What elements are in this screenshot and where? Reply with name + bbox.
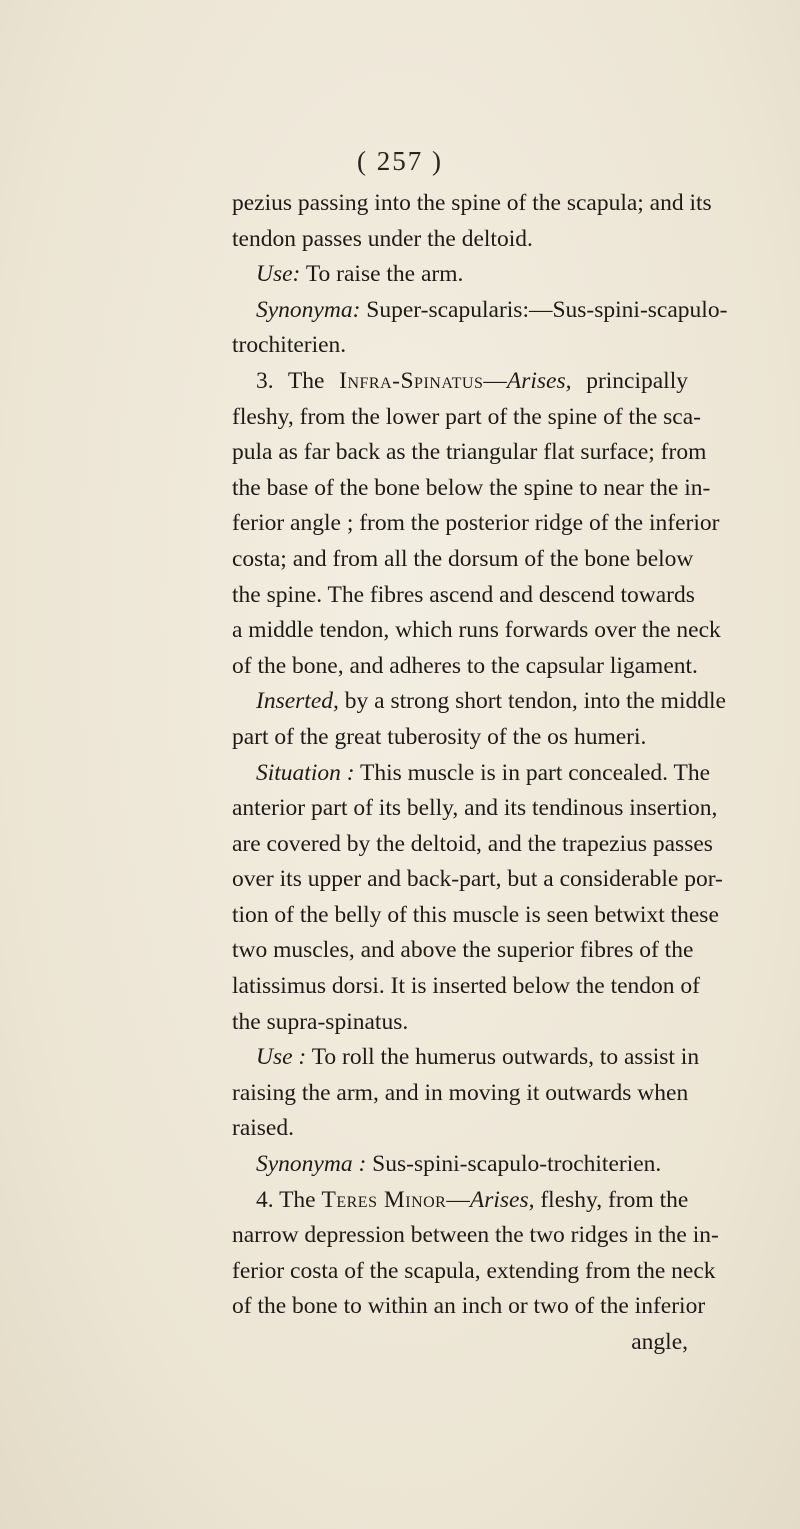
- text-line: [232, 435, 707, 471]
- text-segment: Arises,: [469, 1186, 535, 1213]
- text-segment: latissimus dorsi. It is inserted below the tendon of: [232, 973, 700, 1000]
- text-line: [232, 1040, 700, 1076]
- text-segment: trochiterien.: [232, 332, 347, 359]
- text-segment: over its upper and back-part, but a considerable por-: [232, 866, 723, 893]
- text-segment: angle,: [631, 1329, 688, 1355]
- text-segment: Use:: [256, 261, 301, 288]
- text-segment: Super-scapularis:—Sus-spini-scapulo-: [360, 296, 728, 323]
- text-segment: are covered by the deltoid, and the trapezius passes: [232, 830, 713, 857]
- text-segment: a middle tendon, which runs forwards over the neck: [232, 617, 721, 644]
- text-line: [232, 898, 719, 934]
- text-segment: tion of the belly of this muscle is seen betwixt these: [232, 901, 719, 928]
- text-segment: 4. The: [256, 1186, 322, 1213]
- text-segment: Sus-spini-scapulo-trochiterien.: [366, 1151, 662, 1178]
- text-segment: fleshy, from the: [534, 1186, 689, 1213]
- text-line: [232, 791, 718, 827]
- text-line: [232, 328, 688, 364]
- text-line: [232, 1325, 688, 1361]
- text-segment: Arises,: [506, 367, 572, 394]
- text-segment: Synonyma:: [256, 296, 361, 323]
- text-segment: This muscle is in part concealed. The: [354, 759, 711, 786]
- text-line: [232, 613, 721, 649]
- text-line: [232, 400, 701, 436]
- text-segment: Infra-Spinatus: [339, 367, 484, 394]
- text-line: [232, 578, 695, 614]
- text-segment: principally: [571, 367, 688, 394]
- text-segment: ferior angle ; from the posterior ridge of the inferior: [232, 510, 720, 537]
- text-line: [232, 969, 700, 1005]
- text-line: [232, 1076, 688, 1112]
- text-segment: Use :: [256, 1044, 307, 1071]
- text-segment: part of the great tuberosity of the os humeri.: [232, 723, 647, 750]
- body-text: [232, 186, 728, 1361]
- text-line: [232, 756, 711, 792]
- text-line: [232, 471, 711, 507]
- page-number: ( 257 ): [357, 146, 443, 176]
- text-line: [232, 720, 688, 756]
- text-segment: ferior costa of the scapula, extending from the neck: [232, 1257, 716, 1284]
- text-segment: raising the arm, and in moving it outwards when: [232, 1079, 689, 1106]
- text-line: [232, 1289, 706, 1325]
- text-line: [232, 827, 713, 863]
- text-segment: Inserted,: [256, 688, 339, 715]
- text-segment: pula as far back as the triangular flat surface; from: [232, 439, 707, 466]
- text-segment: 3. The: [256, 367, 340, 394]
- text-line: [232, 933, 694, 969]
- text-segment: of the bone to within an inch or two of the inferior: [232, 1293, 706, 1320]
- text-line: [232, 1111, 688, 1147]
- text-segment: two muscles, and above the superior fibres of the: [232, 937, 694, 964]
- text-segment: —: [483, 367, 507, 394]
- text-line: [232, 506, 720, 542]
- text-segment: tendon passes under the deltoid.: [232, 225, 533, 252]
- text-segment: raised.: [232, 1115, 294, 1142]
- text-segment: of the bone, and adheres to the capsular ligament.: [232, 652, 698, 679]
- text-line: [232, 293, 728, 329]
- text-line: [232, 364, 688, 400]
- text-segment: the spine. The fibres ascend and descend towards: [232, 581, 695, 608]
- text-segment: Situation :: [256, 759, 355, 786]
- text-segment: anterior part of its belly, and its tendinous insertion,: [232, 795, 718, 822]
- text-segment: Teres Minor: [321, 1186, 447, 1213]
- text-line: [232, 684, 726, 720]
- text-line: [232, 1005, 688, 1041]
- text-segment: the base of the bone below the spine to near the in-: [232, 474, 711, 501]
- text-segment: fleshy, from the lower part of the spine of the sca-: [232, 403, 701, 430]
- text-line: [232, 1254, 716, 1290]
- text-line: [232, 649, 698, 685]
- text-segment: the supra-spinatus.: [232, 1008, 409, 1035]
- text-segment: pezius passing into the spine of the scapula; and its: [232, 190, 712, 216]
- text-line: [232, 257, 688, 293]
- text-line: [232, 542, 694, 578]
- text-line: [232, 862, 723, 898]
- text-segment: To raise the arm.: [300, 261, 464, 288]
- text-line: [232, 1147, 688, 1183]
- text-line: [232, 186, 712, 222]
- text-segment: narrow depression between the two ridges in the in-: [232, 1222, 719, 1249]
- text-line: [232, 222, 688, 258]
- text-segment: To roll the humerus outwards, to assist in: [306, 1044, 700, 1071]
- text-segment: —: [446, 1186, 470, 1213]
- text-line: [232, 1183, 688, 1219]
- text-line: [232, 1218, 719, 1254]
- text-segment: Synonyma :: [256, 1151, 367, 1178]
- text-segment: by a strong short tendon, into the middle: [338, 688, 726, 715]
- text-segment: costa; and from all the dorsum of the bone below: [232, 545, 694, 572]
